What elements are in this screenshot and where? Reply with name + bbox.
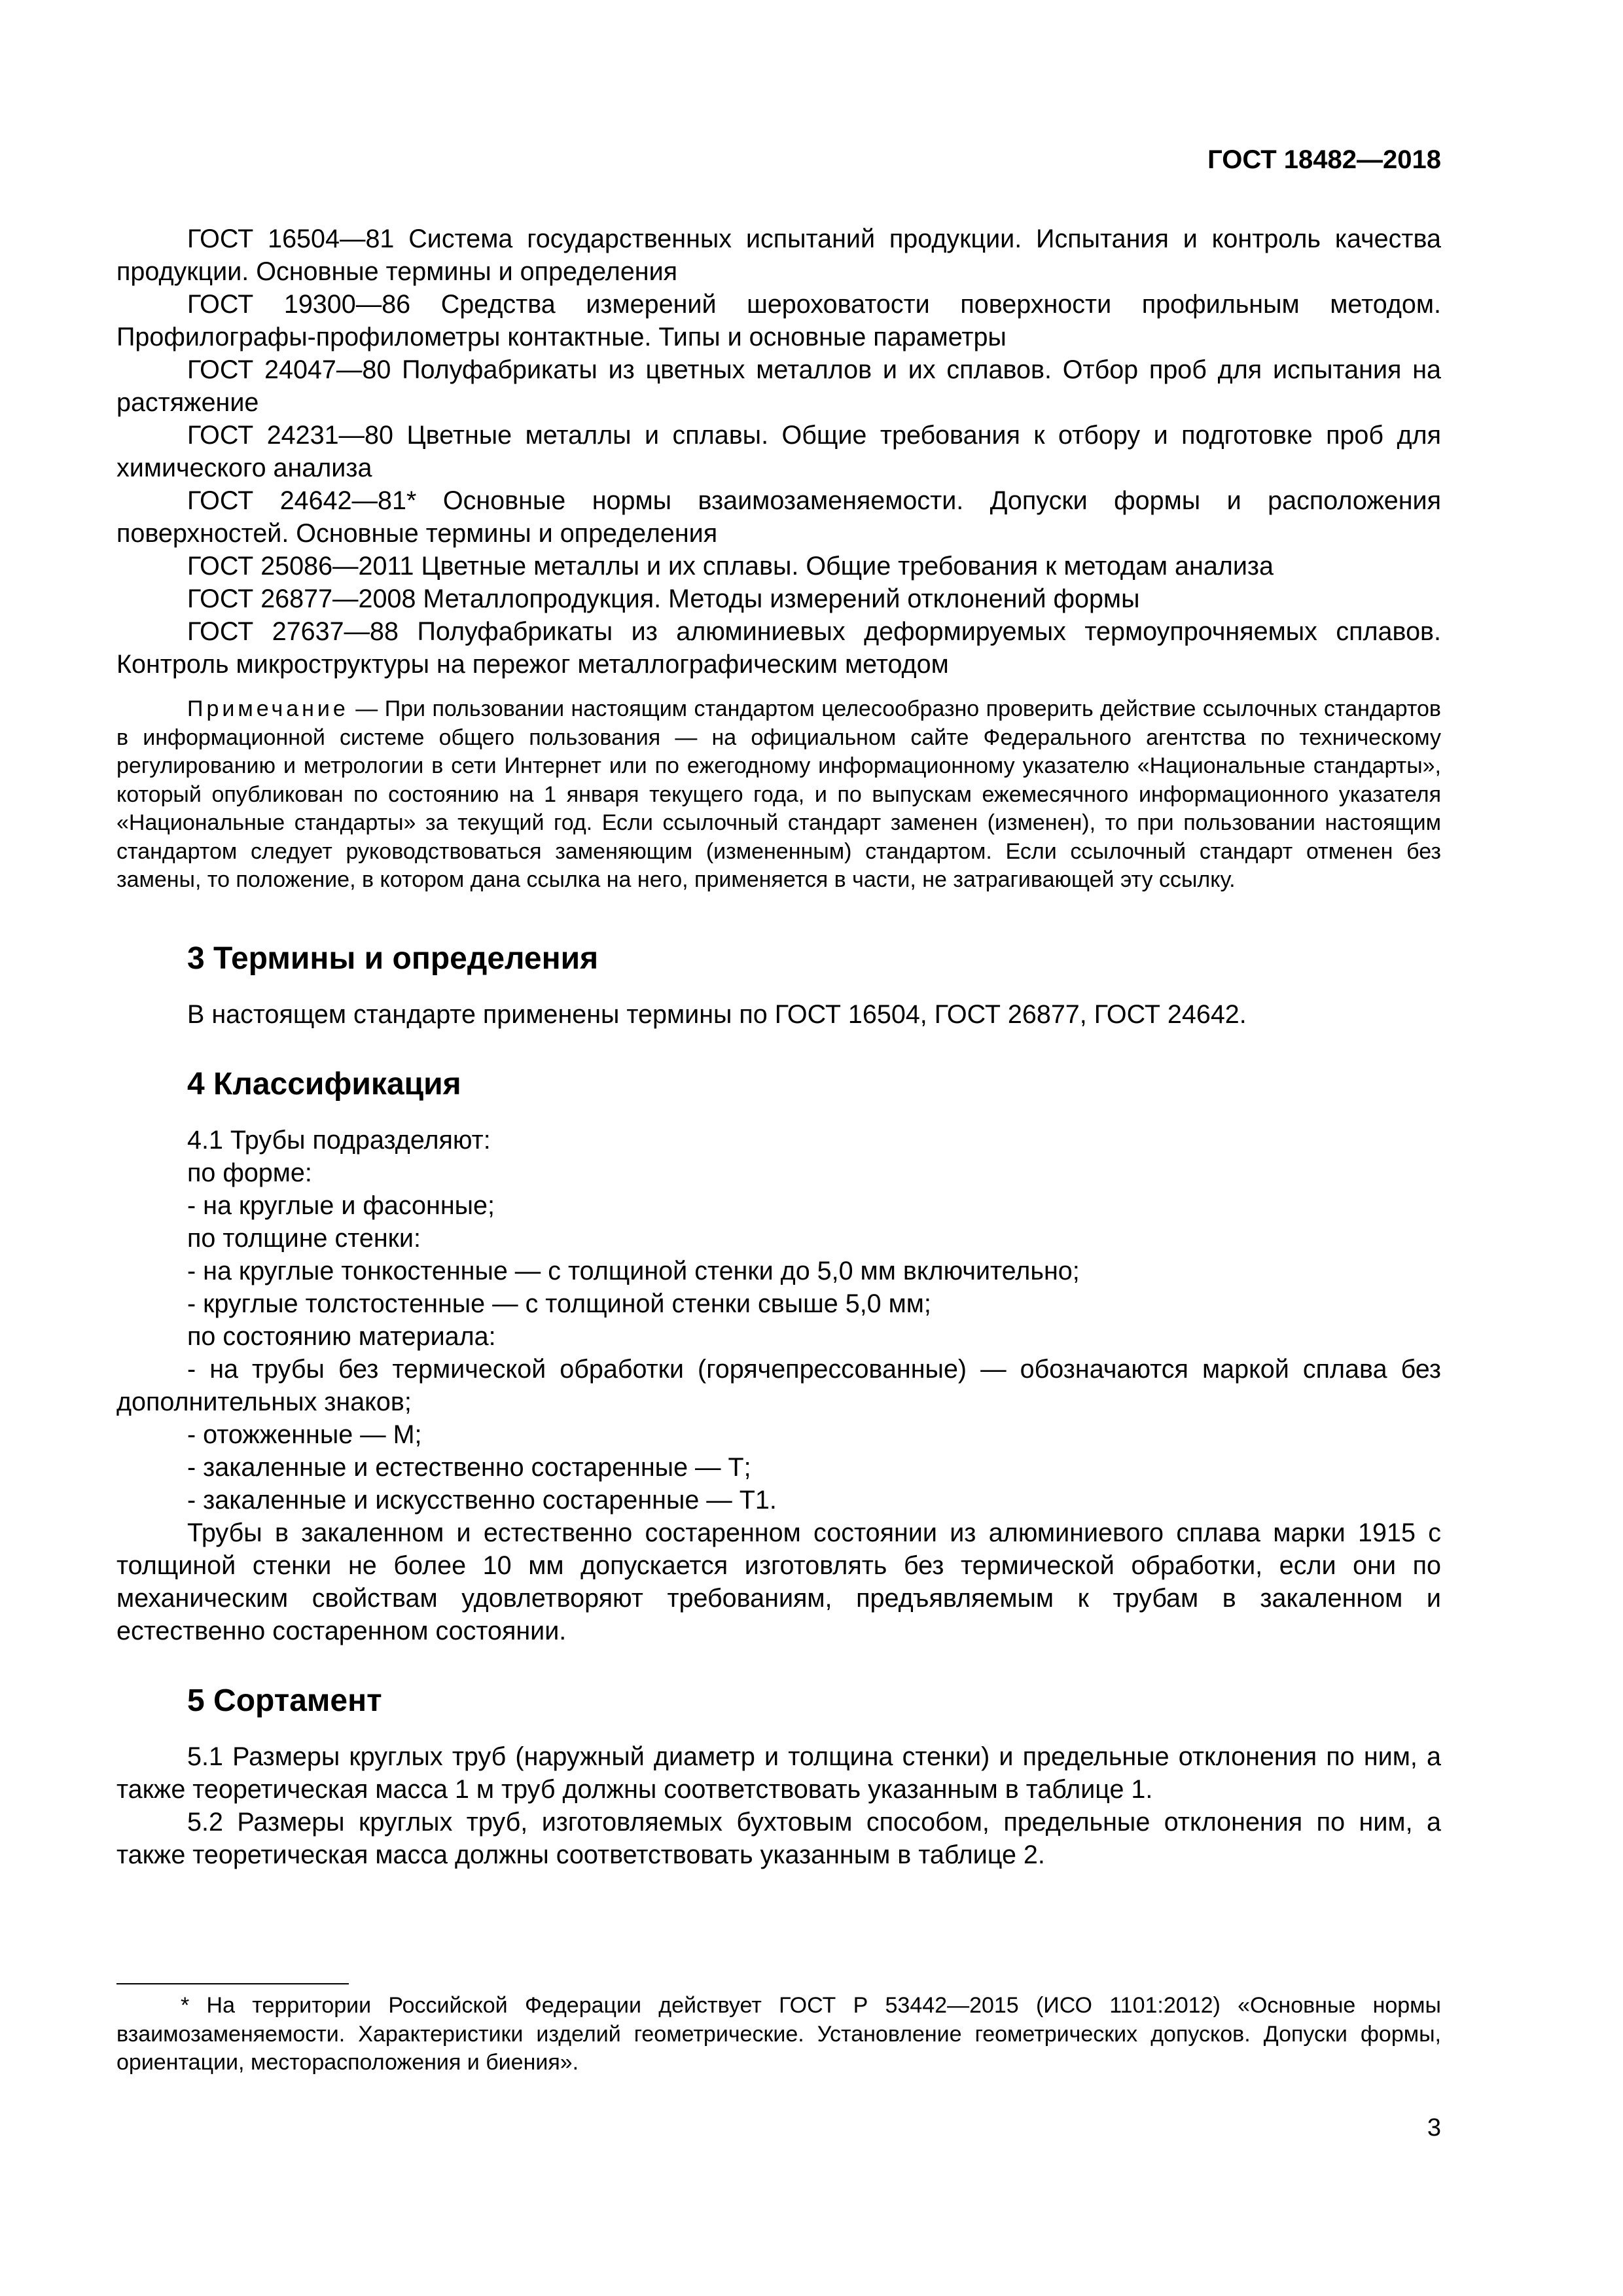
classification-list bbox=[116, 1124, 1441, 1647]
section-3-text: В настоящем стандарте применены термины по ГОСТ 16504, ГОСТ 26877, ГОСТ 24642. bbox=[187, 999, 1247, 1029]
classification-paragraph: Трубы в закаленном и естественно состаренном состоянии из алюминиевого сплава марки 1915 с толщиной стенки не более 10 мм допускается изготовлять без термической обработки, если они по механическим свойствам удовлетворяют требованиям, предъявляемым к трубам в закаленном и естественно состаренном состоянии. bbox=[116, 1518, 1441, 1645]
classification-line: по состоянию материала: bbox=[187, 1321, 496, 1351]
reference-item: ГОСТ 25086—2011 Цветные металлы и их сплавы. Общие требования к методам анализа bbox=[187, 552, 1274, 581]
section-3-heading: 3 Термины и определения bbox=[187, 941, 599, 976]
reference-item: ГОСТ 24642—81* Основные нормы взаимозаменяемости. Допуски формы и расположения поверхностей. Основные термины и определения bbox=[116, 486, 1441, 548]
note-text: — При пользовании настоящим стандартом целесообразно проверить действие ссылочных стандартов в информационной системе общего пользования — на официальном сайте Федерального агентства по техническому регулированию и метрологии в сети Интернет или по ежегодному информационному указателю «Национальные стандарты», который опубликован по состоянию на 1 января текущего года, и по выпускам ежемесячного информационного указателя «Национальные стандарты» за текущий год. Если ссылочный стандарт заменен (изменен), то при пользовании настоящим стандартом следует руководствоваться заменяющим (измененным) стандартом. Если ссылочный стандарт отменен без замены, то положение, в котором дана ссылка на него, применяется в части, не затрагивающей эту ссылку. bbox=[116, 696, 1441, 892]
reference-item: ГОСТ 24231—80 Цветные металлы и сплавы. Общие требования к отбору и подготовке проб для химического анализа bbox=[116, 421, 1441, 482]
note-block bbox=[116, 695, 1441, 895]
page-body bbox=[116, 223, 1441, 1871]
classification-line: по толщине стенки: bbox=[187, 1223, 421, 1253]
classification-line: - закаленные и естественно состаренные — Т; bbox=[187, 1452, 751, 1482]
reference-item: ГОСТ 19300—86 Средства измерений шероховатости поверхности профильным методом. Профилографы-профилометры контактные. Типы и основные параметры bbox=[116, 290, 1441, 351]
reference-item: ГОСТ 27637—88 Полуфабрикаты из алюминиевых деформируемых термоупрочняемых сплавов. Контроль микроструктуры на пережог металлографическим методом bbox=[116, 617, 1441, 679]
standard-id-header: ГОСТ 18482—2018 bbox=[1207, 145, 1441, 174]
classification-line: - закаленные и искусственно состаренные — Т1. bbox=[187, 1485, 777, 1515]
section-5-heading: 5 Сортамент bbox=[187, 1683, 382, 1718]
section-5-paragraph: 5.1 Размеры круглых труб (наружный диаметр и толщина стенки) и предельные отклонения по ним, а также теоретическая масса 1 м труб должны соответствовать указанным в таблице 1. bbox=[116, 1742, 1441, 1804]
section-5-paragraph: 5.2 Размеры круглых труб, изготовляемых бухтовым способом, предельные отклонения по ним, а также теоретическая масса должны соответствовать указанным в таблице 2. bbox=[116, 1807, 1441, 1869]
classification-line: - на круглые и фасонные; bbox=[187, 1191, 495, 1220]
classification-line: 4.1 Трубы подразделяют: bbox=[187, 1125, 491, 1155]
classification-line: - отожженные — М; bbox=[187, 1420, 422, 1449]
page-number: 3 bbox=[1427, 2114, 1441, 2142]
classification-line: - на круглые тонкостенные — с толщиной стенки до 5,0 мм включительно; bbox=[187, 1256, 1080, 1285]
reference-item: ГОСТ 26877—2008 Металлопродукция. Методы измерений отклонений формы bbox=[187, 584, 1140, 613]
classification-line: по форме: bbox=[187, 1158, 312, 1187]
classification-line: - круглые толстостенные — с толщиной стенки свыше 5,0 мм; bbox=[187, 1289, 931, 1318]
section-4-heading: 4 Классификация bbox=[187, 1066, 461, 1102]
reference-item: ГОСТ 24047—80 Полуфабрикаты из цветных металлов и их сплавов. Отбор проб для испытания на растяжение bbox=[116, 355, 1441, 417]
references-list bbox=[116, 223, 1441, 681]
classification-line: - на трубы без термической обработки (горячепрессованные) — обозначаются маркой сплава без дополнительных знаков; bbox=[116, 1354, 1441, 1416]
footnote: * На территории Российской Федерации действует ГОСТ Р 53442—2015 (ИСО 1101:2012) «Основные нормы взаимозаменяемости. Характеристики изделий геометрические. Установление геометрических допусков. Допуски формы, ориентации, месторасположения и биения». bbox=[116, 1993, 1441, 2075]
footnote-divider bbox=[116, 1983, 349, 1984]
note-label: Примечание bbox=[187, 696, 349, 721]
reference-item: ГОСТ 16504—81 Система государственных испытаний продукции. Испытания и контроль качества продукции. Основные термины и определения bbox=[116, 224, 1441, 286]
